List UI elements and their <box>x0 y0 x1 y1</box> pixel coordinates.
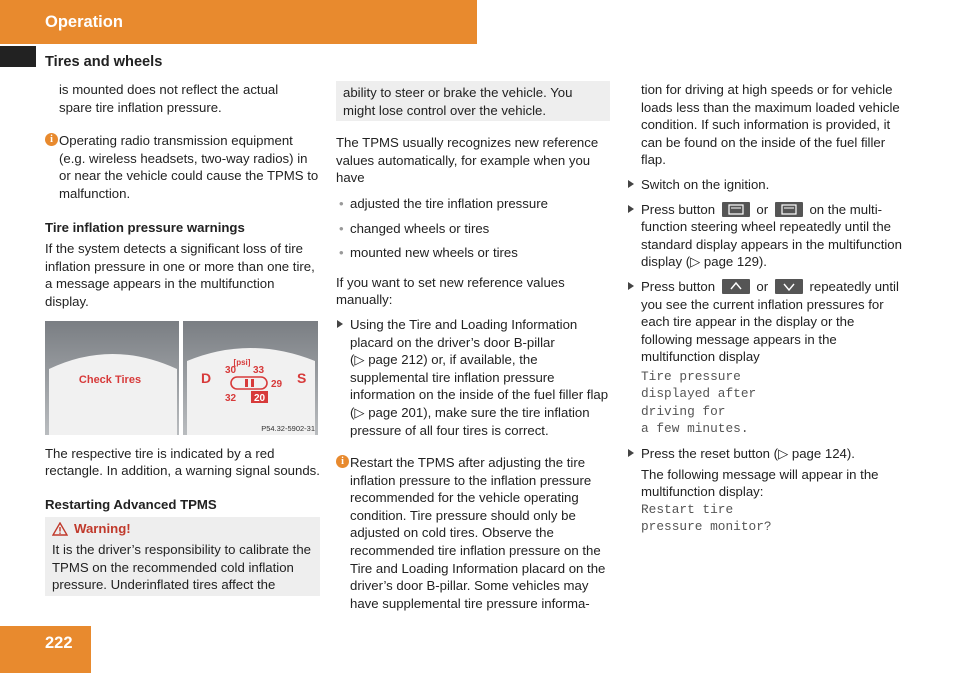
step-arrow-icon <box>628 180 634 188</box>
info-note-radio <box>45 132 320 202</box>
section-title-operation: Operation <box>45 13 123 31</box>
following-message-text: The following message will appear in the multifunction display: <box>641 466 879 500</box>
display-back-button-icon <box>722 202 750 217</box>
step-ignition <box>627 176 903 194</box>
display-line: a few minutes. <box>641 421 749 437</box>
step-arrow-icon <box>628 282 634 290</box>
intro-line-1: is mounted does not reflect the actual <box>59 82 279 97</box>
pressure-rear-left: 32 <box>225 392 237 404</box>
display-line: Restart tire <box>641 501 734 517</box>
car-axle-2 <box>251 379 254 387</box>
warning-box <box>45 517 320 595</box>
list-item <box>336 195 610 213</box>
page-number-box <box>0 626 91 673</box>
manual-values-text: If you want to set new reference values manually: <box>336 274 565 308</box>
info-text: Operating radio transmission equipment (e.g. wireless headsets, two-way radios) in or near the vehicle could cause the TPMS to malfunction. <box>59 133 319 201</box>
list-item <box>336 220 610 238</box>
step-rest-text: on the multi-function steering wheel repeatedly until the standard display appears in the multifunction display (▷ page 129). <box>641 201 902 270</box>
check-tires-message: Check Tires <box>78 373 142 386</box>
section-header-band <box>0 0 477 44</box>
step-check-pressure <box>336 316 610 439</box>
step-text-a: Using the Tire and Loading Information placard on the driver’s door B-pillar <box>350 316 578 350</box>
display-line: Tire pressure <box>641 368 741 384</box>
pressure-rear-right-low: 20 <box>254 392 266 404</box>
warning-text: It is the driver’s responsibility to calibrate the TPMS on the recommended cold inflation pressure. Underinflated tires affect the <box>52 541 311 593</box>
unit-label: [psi] <box>233 357 251 367</box>
after-figure-text: The respective tire is indicated by a red rectangle. In addition, a warning signal sounds. <box>45 445 320 479</box>
section-marker <box>0 46 36 67</box>
or-label: or <box>756 201 769 217</box>
warning-box-continued <box>336 81 610 121</box>
warning-label: Warning! <box>74 521 131 537</box>
step-press-arrow-buttons <box>627 278 903 438</box>
or-label: or <box>756 278 769 294</box>
multifunction-display-illustration <box>45 321 318 435</box>
subsection-title: Tires and wheels <box>45 54 163 70</box>
page-number: 222 <box>45 634 73 652</box>
column-2 <box>336 81 610 612</box>
continued-text: tion for driving at high speeds or for vehicle loads less than the maximum loaded vehicle condition. If such information is provided, it can be found on the inside of the fuel filler flap. <box>641 82 900 168</box>
display-line: displayed after <box>641 386 757 402</box>
press-label: Press button <box>641 278 716 294</box>
display-figure <box>45 321 318 435</box>
info-icon: i <box>45 133 58 146</box>
step-text: Press the reset button (▷ page 124). <box>641 445 855 461</box>
info-text: Restart the TPMS after adjusting the tire inflation pressure to the inflation pressure recommended for the vehicle operating condition. Tire pressure should only be adjusted on cold tires. Observe the recommended tire inflation pressure on the Tire and Loading Information placard on the driver’s door B-pillar. Some vehicles may have supplemental tire pressure informa- <box>350 455 606 611</box>
step-text: Switch on the ignition. <box>641 176 770 192</box>
heading-restart-tpms: Restarting Advanced TPMS <box>45 496 217 512</box>
intro-line-2: spare tire inflation pressure. <box>59 99 222 115</box>
up-button-icon <box>722 279 750 294</box>
display-message-pressure <box>641 368 903 438</box>
info-note-restart <box>336 454 610 612</box>
figure-code: P54.32-5902-31 <box>261 423 315 433</box>
column-3 <box>627 81 903 536</box>
display-line: driving for <box>641 403 726 419</box>
pressure-front-right: 33 <box>253 364 265 376</box>
step-text-ref1: (▷ page 212) or, if available, the supplemental tire inflation pressure information on the inside of the fuel filler flap <box>350 352 609 403</box>
letter-d: D <box>201 369 212 386</box>
pressure-side: 29 <box>271 378 283 390</box>
step-arrow-icon <box>628 205 634 213</box>
bullet-text: adjusted the tire inflation pressure <box>350 195 548 211</box>
step-press-display-buttons <box>627 201 903 271</box>
bullet-text: changed wheels or tires <box>350 220 490 236</box>
down-button-icon <box>775 279 803 294</box>
step-reset-button <box>627 445 903 463</box>
letter-s: S <box>297 369 307 386</box>
press-label: Press button <box>641 201 716 217</box>
display-message-restart <box>627 501 903 536</box>
step-text <box>641 278 903 366</box>
step-text-ref2: (▷ page 201), make sure the tire inflation pressure of all four tires is correct. <box>350 404 590 438</box>
warnings-text: If the system detects a significant loss of tire inflation pressure in one or more than one tire, a message appears in the multifunction display. <box>45 241 315 309</box>
pressure-front-left: 30 <box>225 364 237 376</box>
step-text <box>641 201 903 271</box>
heading-pressure-warnings: Tire inflation pressure warnings <box>45 219 245 235</box>
warning-continued-text: ability to steer or brake the vehicle. You might lose control over the vehicle. <box>343 85 573 118</box>
reference-values-text: The TPMS usually recognizes new reference values automatically, for example when you have <box>336 135 599 186</box>
warning-triangle-icon <box>52 522 68 536</box>
warning-header <box>52 520 313 538</box>
column-1 <box>45 81 320 596</box>
step-arrow-icon <box>628 449 634 457</box>
bullet-text: mounted new wheels or tires <box>350 245 518 261</box>
list-item <box>336 244 610 262</box>
car-axle <box>245 379 248 387</box>
display-line: pressure monitor? <box>641 519 772 535</box>
step-arrow-icon <box>337 320 343 328</box>
left-display-face <box>49 354 177 435</box>
display-forward-button-icon <box>775 202 803 217</box>
info-icon: i <box>336 455 349 468</box>
step-rest-text: repeatedly until you see the current inflation pressures for each tire appear in the display or the following message appears in the multifunction display <box>641 278 899 365</box>
